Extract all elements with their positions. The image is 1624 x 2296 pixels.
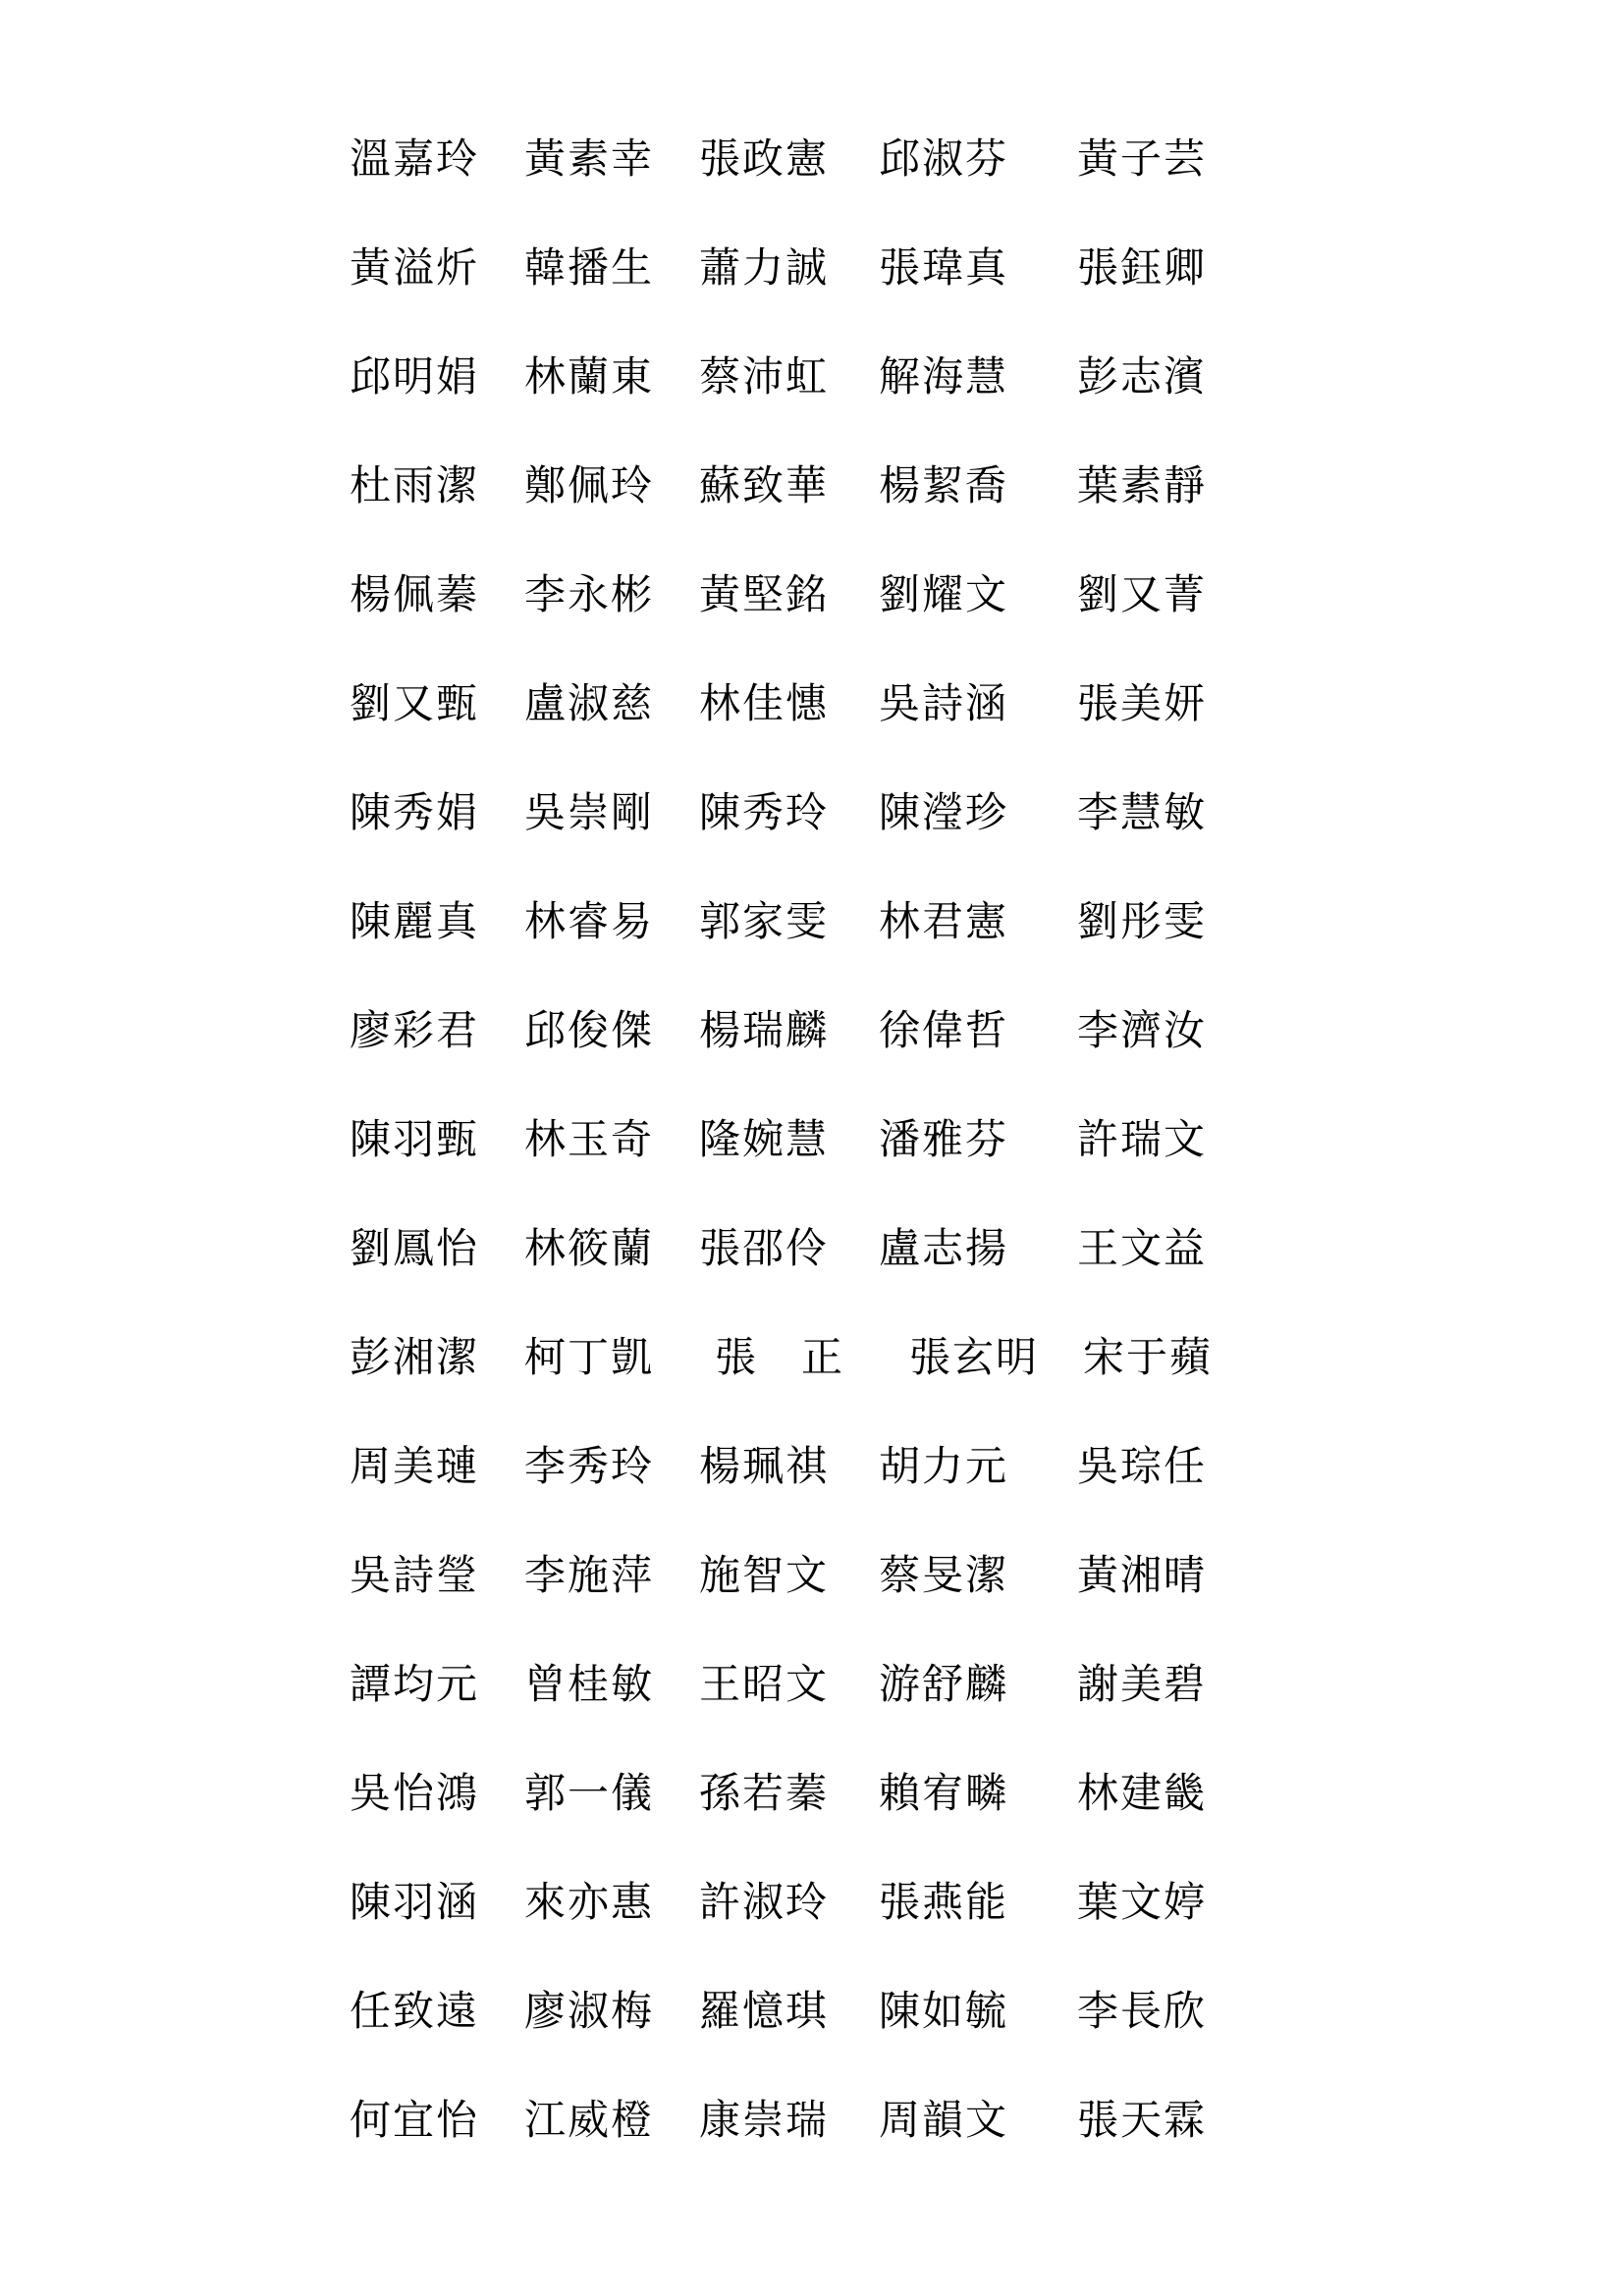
name-cell: 劉又菁 (1077, 570, 1208, 618)
name-cell: 林蘭東 (524, 352, 655, 400)
name-cell: 李施萍 (524, 1551, 655, 1599)
name-row (0, 1219, 1624, 1278)
name-cell: 陳羽甄 (350, 1115, 480, 1163)
name-cell: 黃湘晴 (1077, 1551, 1208, 1599)
name-cell: 鄭佩玲 (524, 461, 655, 509)
name-cell: 林佳憓 (699, 679, 830, 727)
name-cell: 解海慧 (879, 352, 1009, 400)
name-cell: 蘇致華 (699, 461, 830, 509)
name-cell: 郭一儀 (524, 1769, 655, 1817)
name-cell: 李永彬 (524, 570, 655, 618)
name-cell: 李濟汝 (1077, 1006, 1208, 1054)
name-row (0, 1873, 1624, 1932)
name-row (0, 783, 1624, 842)
name-cell: 康崇瑞 (699, 2096, 830, 2144)
name-row (0, 1655, 1624, 1714)
name-cell: 來亦惠 (524, 1878, 655, 1926)
name-row (0, 674, 1624, 733)
name-cell: 黃素幸 (524, 134, 655, 183)
name-cell: 孫若蓁 (699, 1769, 830, 1817)
name-cell: 杜雨潔 (350, 461, 480, 509)
name-cell: 陳秀玲 (699, 788, 830, 836)
name-cell: 周美璉 (350, 1442, 480, 1490)
name-cell: 林君憲 (879, 897, 1009, 945)
name-cell: 陳瀅珍 (879, 788, 1009, 836)
name-cell: 宋于蘋 (1083, 1333, 1214, 1381)
name-cell: 盧淑慈 (524, 679, 655, 727)
name-cell: 楊佩蓁 (350, 570, 480, 618)
name-cell: 溫嘉玲 (350, 134, 480, 183)
name-cell: 邱明娟 (350, 352, 480, 400)
name-cell: 江威橙 (524, 2096, 655, 2144)
name-cell: 張美妍 (1077, 679, 1208, 727)
name-row (0, 130, 1624, 188)
name-cell: 李慧敏 (1077, 788, 1208, 836)
name-cell: 李秀玲 (524, 1442, 655, 1490)
name-cell: 吳琮任 (1077, 1442, 1208, 1490)
name-cell: 李長欣 (1077, 1987, 1208, 2035)
name-cell: 陳如毓 (879, 1987, 1009, 2035)
name-cell: 楊珮祺 (699, 1442, 830, 1490)
name-cell: 劉又甄 (350, 679, 480, 727)
name-row (0, 892, 1624, 951)
name-cell: 謝美碧 (1077, 1660, 1208, 1708)
name-cell: 蔡沛虹 (699, 352, 830, 400)
name-cell: 吳詩瑩 (350, 1551, 480, 1599)
name-cell: 陳麗真 (350, 897, 480, 945)
name-cell: 楊絜喬 (879, 461, 1009, 509)
name-cell: 黃堅銘 (699, 570, 830, 618)
name-cell: 陳羽涵 (350, 1878, 480, 1926)
name-cell: 廖淑梅 (524, 1987, 655, 2035)
name-cell: 林建畿 (1077, 1769, 1208, 1817)
name-cell: 張燕能 (879, 1878, 1009, 1926)
name-cell: 韓播生 (524, 243, 655, 292)
name-row (0, 1328, 1624, 1387)
name-cell: 張邵伶 (699, 1224, 830, 1272)
name-cell: 張政憲 (699, 134, 830, 183)
name-row (0, 565, 1624, 624)
name-cell: 廖彩君 (350, 1006, 480, 1054)
name-cell: 許瑞文 (1077, 1115, 1208, 1163)
name-cell: 任致遠 (350, 1987, 480, 2035)
name-row (0, 1437, 1624, 1496)
name-cell: 彭志濱 (1077, 352, 1208, 400)
name-cell: 林筱蘭 (524, 1224, 655, 1272)
name-cell: 徐偉哲 (879, 1006, 1009, 1054)
name-cell: 葉文婷 (1077, 1878, 1208, 1926)
name-cell: 羅憶琪 (699, 1987, 830, 2035)
name-cell: 周韻文 (879, 2096, 1009, 2144)
name-cell: 張 正 (715, 1333, 845, 1381)
name-cell: 施智文 (699, 1551, 830, 1599)
name-cell: 譚均元 (350, 1660, 480, 1708)
name-cell: 游舒麟 (879, 1660, 1009, 1708)
name-cell: 隆婉慧 (699, 1115, 830, 1163)
name-cell: 劉彤雯 (1077, 897, 1208, 945)
name-cell: 劉耀文 (879, 570, 1009, 618)
name-cell: 張玄明 (909, 1333, 1040, 1381)
name-row (0, 2091, 1624, 2150)
name-cell: 葉素靜 (1077, 461, 1208, 509)
name-cell: 郭家雯 (699, 897, 830, 945)
name-cell: 曾桂敏 (524, 1660, 655, 1708)
name-cell: 林睿易 (524, 897, 655, 945)
name-cell: 吳詩涵 (879, 679, 1009, 727)
name-cell: 柯丁凱 (524, 1333, 655, 1381)
name-cell: 陳秀娟 (350, 788, 480, 836)
name-cell: 邱淑芬 (879, 134, 1009, 183)
name-cell: 張天霖 (1077, 2096, 1208, 2144)
name-cell: 楊瑞麟 (699, 1006, 830, 1054)
name-cell: 劉鳳怡 (350, 1224, 480, 1272)
name-cell: 吳怡鴻 (350, 1769, 480, 1817)
name-cell: 蕭力誠 (699, 243, 830, 292)
name-row (0, 1001, 1624, 1060)
name-row (0, 1982, 1624, 2041)
name-cell: 黃溢炘 (350, 243, 480, 292)
name-cell: 邱俊傑 (524, 1006, 655, 1054)
name-row (0, 239, 1624, 297)
name-cell: 吳崇剛 (524, 788, 655, 836)
name-cell: 張瑋真 (879, 243, 1009, 292)
name-cell: 蔡旻潔 (879, 1551, 1009, 1599)
name-cell: 黃子芸 (1077, 134, 1208, 183)
name-cell: 賴宥疄 (879, 1769, 1009, 1817)
name-row (0, 456, 1624, 515)
name-row (0, 1764, 1624, 1823)
name-cell: 張鈺卿 (1077, 243, 1208, 292)
name-cell: 何宜怡 (350, 2096, 480, 2144)
name-row (0, 347, 1624, 406)
name-cell: 潘雅芬 (879, 1115, 1009, 1163)
name-row (0, 1546, 1624, 1605)
name-cell: 胡力元 (879, 1442, 1009, 1490)
name-cell: 彭湘潔 (350, 1333, 480, 1381)
name-cell: 許淑玲 (699, 1878, 830, 1926)
name-row (0, 1110, 1624, 1169)
name-cell: 林玉奇 (524, 1115, 655, 1163)
name-cell: 盧志揚 (879, 1224, 1009, 1272)
name-cell: 王昭文 (699, 1660, 830, 1708)
name-cell: 王文益 (1077, 1224, 1208, 1272)
